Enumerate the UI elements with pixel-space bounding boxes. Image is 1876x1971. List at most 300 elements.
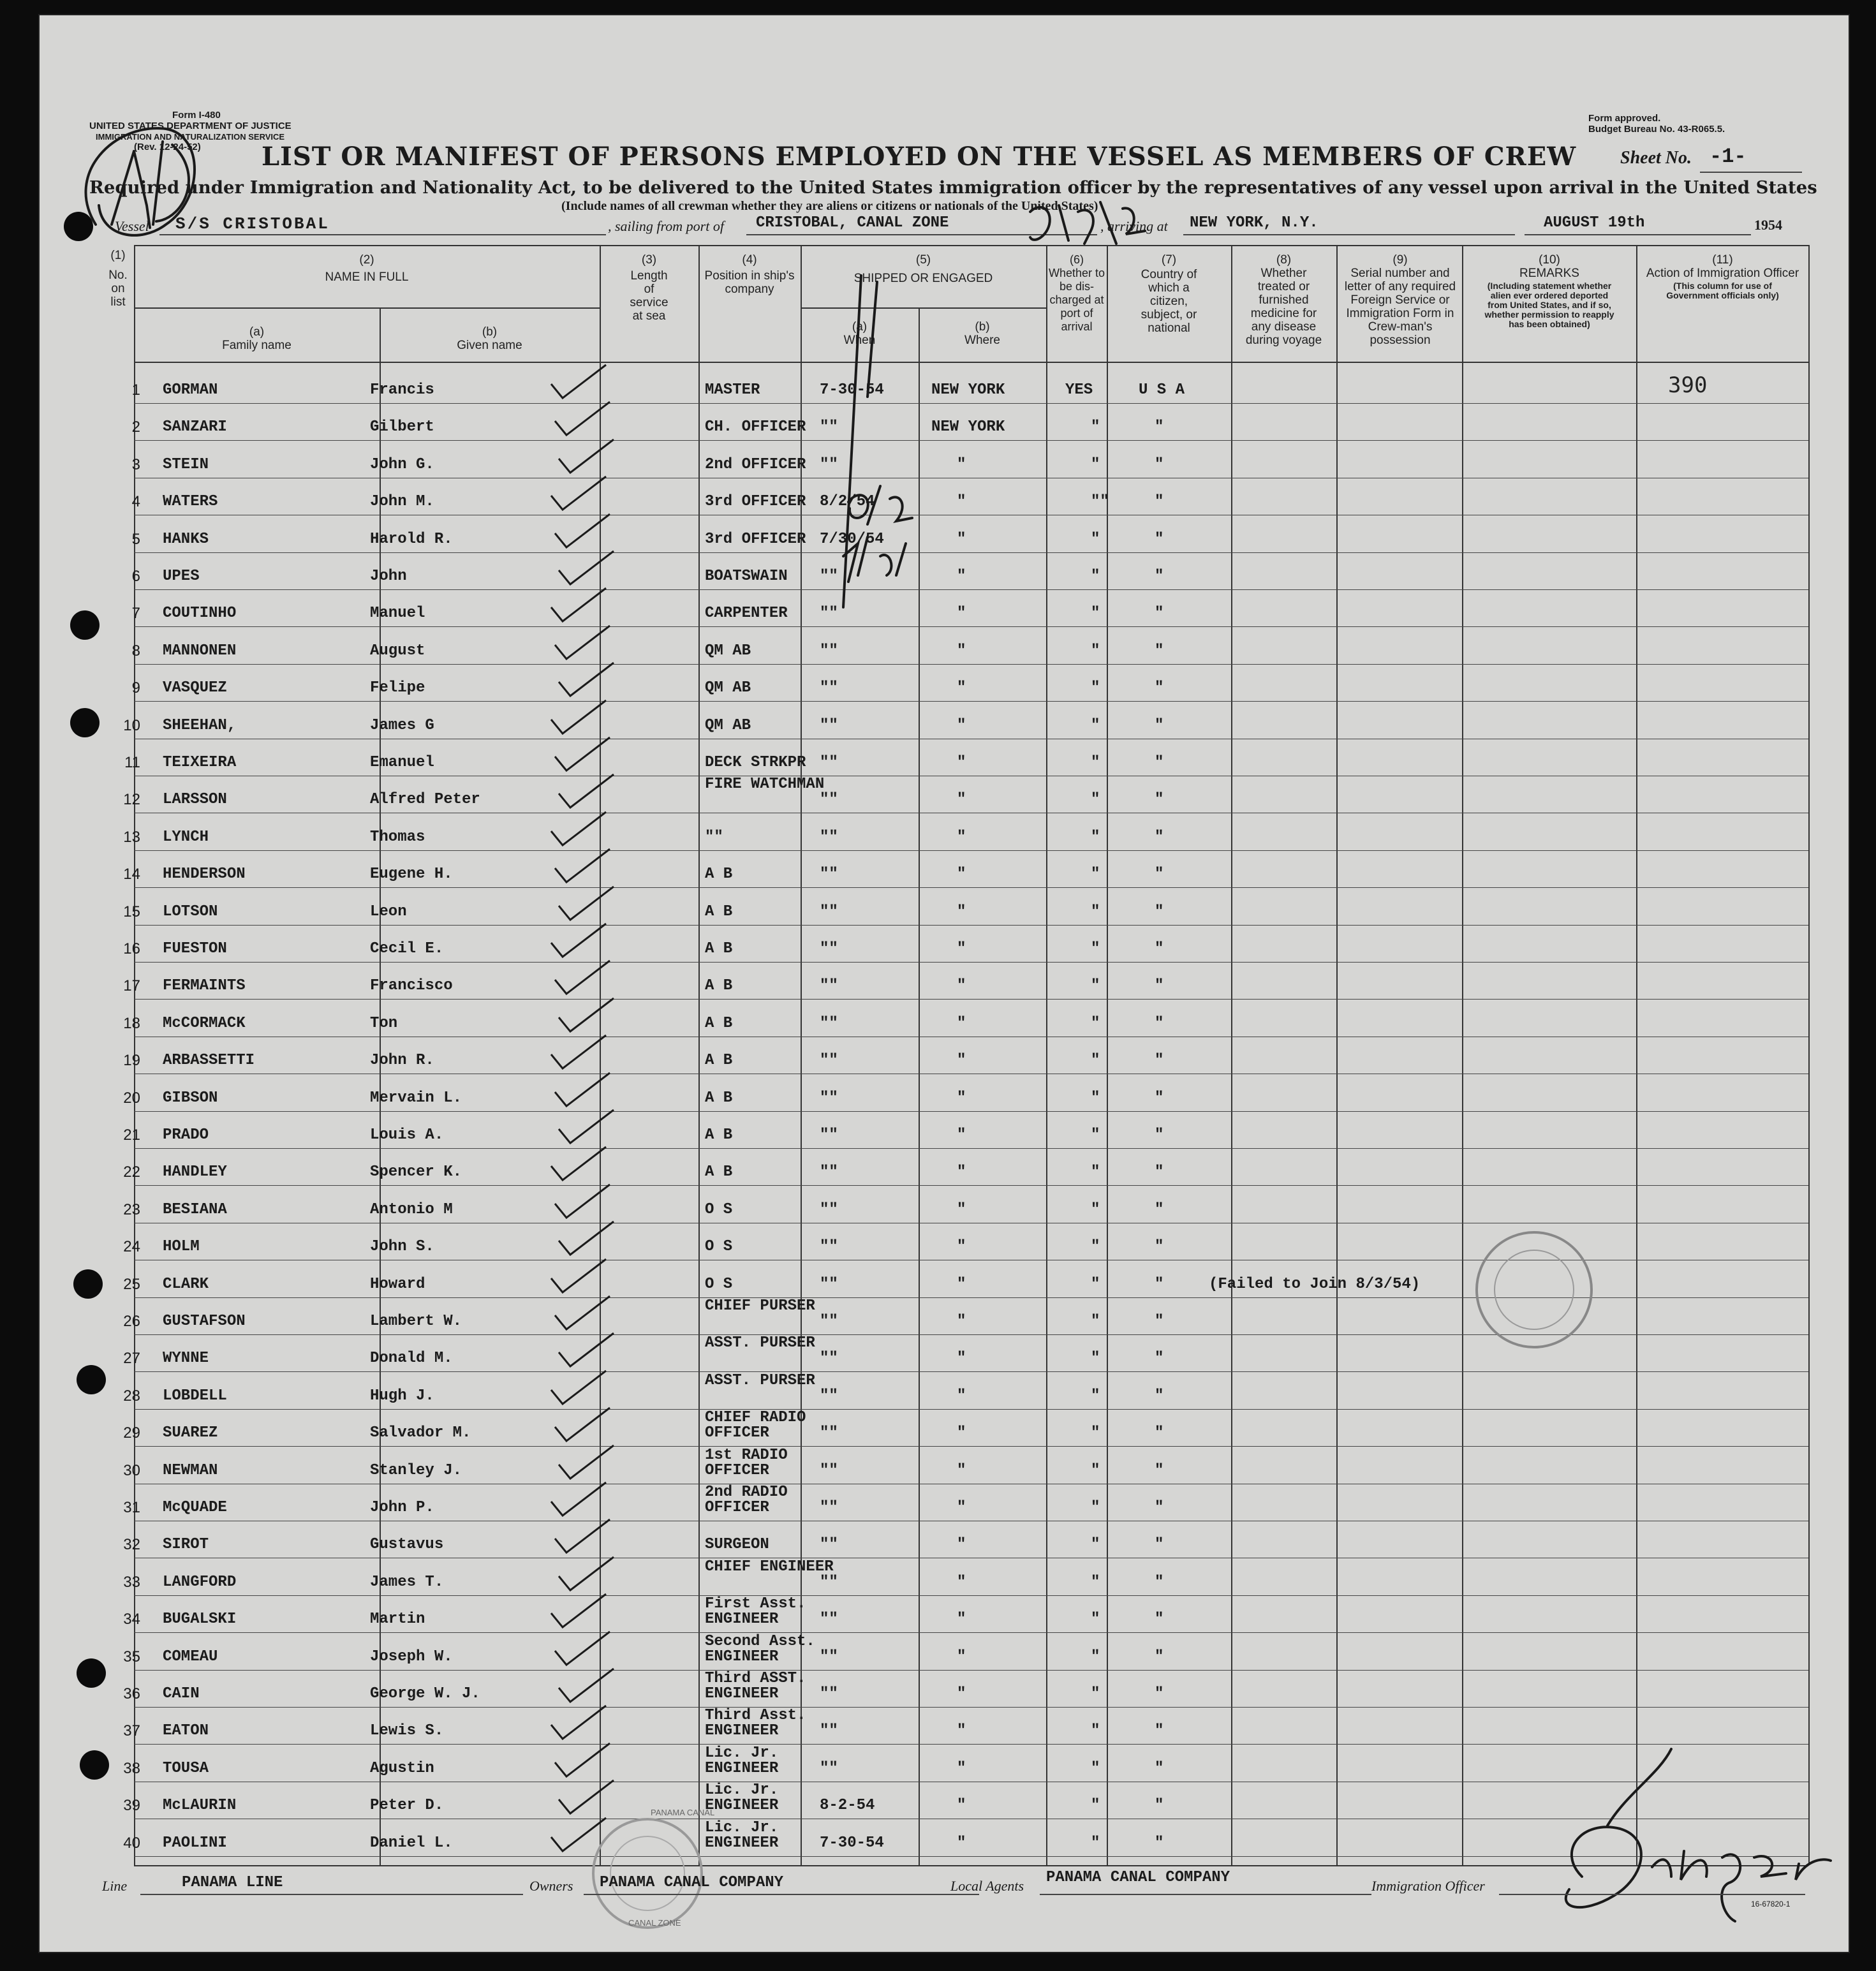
row-number: 37	[123, 1722, 140, 1740]
discharged: "	[1091, 1163, 1100, 1181]
given-name: Thomas	[370, 828, 425, 846]
country: "	[1155, 754, 1164, 771]
discharged: "	[1091, 1648, 1100, 1665]
position: Third Asst. ENGINEER	[705, 1707, 806, 1740]
position: A B	[705, 1089, 733, 1107]
given-name: Spencer K.	[370, 1163, 462, 1181]
country: "	[1155, 1648, 1164, 1665]
row-number: 28	[123, 1387, 140, 1405]
col5-header: (5) SHIPPED OR ENGAGED	[853, 253, 993, 285]
col3-header: (3) Length of service at sea	[630, 253, 668, 323]
position: ""	[705, 828, 723, 846]
line-label: Line	[102, 1878, 128, 1894]
discharged: "	[1091, 1611, 1100, 1628]
given-name: John	[370, 568, 407, 585]
country: "	[1155, 1014, 1164, 1032]
position: Lic. Jr. ENGINEER	[705, 1782, 779, 1815]
given-name: Mervain L.	[370, 1089, 462, 1107]
shipped-where: "	[957, 530, 966, 548]
family-name: HANKS	[163, 530, 209, 548]
position: O S	[705, 1238, 733, 1256]
shipped-where: "	[957, 1200, 966, 1218]
shipped-where: "	[957, 1536, 966, 1554]
family-name: GORMAN	[163, 381, 218, 399]
country: "	[1155, 866, 1164, 883]
given-name: Donald M.	[370, 1350, 453, 1368]
subtitle: Required under Immigration and Nationality Act, to be delivered to the United States immigration officer by the representatives of any vessel upon arrival in the United States	[89, 177, 1817, 198]
country: "	[1155, 568, 1164, 585]
shipped-where: NEW YORK	[931, 381, 1005, 399]
given-name: Joseph W.	[370, 1648, 453, 1665]
family-name: HOLM	[163, 1238, 200, 1256]
row-number: 35	[123, 1648, 140, 1665]
shipped-when: ""	[820, 455, 838, 473]
country: "	[1155, 1163, 1164, 1181]
discharged: "	[1091, 1350, 1100, 1368]
position: A B	[705, 866, 733, 883]
discharged: "	[1091, 716, 1100, 734]
given-name: Agustin	[370, 1759, 434, 1777]
row-number: 25	[123, 1275, 140, 1293]
col7-header: (7) Country of which a citizen, subject, or national	[1141, 253, 1197, 335]
family-name: LARSSON	[163, 791, 227, 809]
shipped-when: ""	[820, 1461, 838, 1479]
col2-header: (2) NAME IN FULL	[325, 253, 409, 284]
sailing-label: , sailing from port of	[608, 218, 724, 234]
family-name: WATERS	[163, 493, 218, 511]
discharged: "	[1091, 1461, 1100, 1479]
col9-header: (9) Serial number and letter of any required Foreign Service or Immigration Form in Crew-man's possession	[1344, 253, 1456, 347]
family-name: FERMAINTS	[163, 977, 246, 995]
given-name: Lewis S.	[370, 1722, 444, 1740]
shipped-when: ""	[820, 1499, 838, 1516]
arriving-label: , arriving at	[1100, 218, 1168, 234]
discharged: "	[1091, 679, 1100, 697]
given-name: Harold R.	[370, 530, 453, 548]
row-number: 13	[123, 828, 140, 846]
country: "	[1155, 1387, 1164, 1405]
country: "	[1155, 1499, 1164, 1516]
shipped-where: "	[957, 1573, 966, 1591]
given-name: Daniel L.	[370, 1834, 453, 1852]
position: A B	[705, 1126, 733, 1144]
col2b-header: (b) Given name	[457, 325, 522, 352]
discharged: "	[1091, 1052, 1100, 1070]
row-number: 5	[131, 530, 140, 548]
country: "	[1155, 1350, 1164, 1368]
given-name: Leon	[370, 903, 407, 920]
given-name: Salvador M.	[370, 1424, 471, 1442]
stamp-text: CANAL ZONE	[628, 1918, 681, 1928]
country: "	[1155, 1536, 1164, 1554]
shipped-when: ""	[820, 568, 838, 585]
given-name: James G	[370, 716, 434, 734]
discharged: "	[1091, 1313, 1100, 1330]
shipped-when: ""	[820, 1014, 838, 1032]
country: "	[1155, 1313, 1164, 1330]
discharged: "	[1091, 1722, 1100, 1740]
position: First Asst. ENGINEER	[705, 1595, 806, 1628]
position: Third ASST. ENGINEER	[705, 1670, 806, 1702]
discharged: "	[1091, 1834, 1100, 1852]
shipped-when: ""	[820, 1275, 838, 1293]
given-name: John R.	[370, 1052, 434, 1070]
shipped-when: ""	[820, 1200, 838, 1218]
row-number: 16	[123, 940, 140, 957]
family-name: FUESTON	[163, 940, 227, 957]
col11-header: (11) Action of Immigration Officer (This column for use of Government officials only)	[1646, 253, 1799, 300]
shipped-where: "	[957, 903, 966, 920]
row-number: 32	[123, 1536, 140, 1554]
discharged: "	[1091, 1759, 1100, 1777]
position: 3rd OFFICER	[705, 530, 806, 548]
position: 2nd RADIO OFFICER	[705, 1484, 788, 1516]
country: "	[1155, 903, 1164, 920]
port-from: CRISTOBAL, CANAL ZONE	[756, 214, 949, 232]
position: CHIEF PURSER	[705, 1297, 815, 1315]
discharged: ""	[1091, 493, 1109, 511]
position: QM AB	[705, 679, 751, 697]
discharged: "	[1091, 977, 1100, 995]
family-name: VASQUEZ	[163, 679, 227, 697]
position: MASTER	[705, 381, 760, 399]
given-name: Emanuel	[370, 754, 434, 771]
sheet-number-label: Sheet No.	[1620, 148, 1692, 168]
discharged: "	[1091, 418, 1100, 436]
family-name: LOTSON	[163, 903, 218, 920]
country: "	[1155, 1759, 1164, 1777]
shipped-when: ""	[820, 1089, 838, 1107]
given-name: Francis	[370, 381, 434, 399]
family-name: UPES	[163, 568, 200, 585]
country: "	[1155, 1089, 1164, 1107]
shipped-where: "	[957, 977, 966, 995]
shipped-where: "	[957, 1648, 966, 1665]
position: A B	[705, 1014, 733, 1032]
family-name: ARBASSETTI	[163, 1052, 255, 1070]
shipped-when: ""	[820, 418, 838, 436]
given-name: Stanley J.	[370, 1461, 462, 1479]
row-number: 38	[123, 1759, 140, 1777]
print-code: 16-67820-1	[1751, 1900, 1791, 1908]
row-number: 20	[123, 1089, 140, 1107]
row-number: 24	[123, 1238, 140, 1256]
discharged: "	[1091, 1238, 1100, 1256]
position: ASST. PURSER	[705, 1334, 815, 1352]
family-name: SIROT	[163, 1536, 209, 1554]
row-number: 10	[123, 716, 140, 734]
row-number: 26	[123, 1313, 140, 1330]
budget-bureau: Budget Bureau No. 43-R065.5.	[1588, 124, 1725, 135]
shipped-where: "	[957, 1759, 966, 1777]
discharged: "	[1091, 1573, 1100, 1591]
given-name: John S.	[370, 1238, 434, 1256]
discharged: "	[1091, 1536, 1100, 1554]
shipped-when: ""	[820, 1238, 838, 1256]
given-name: Cecil E.	[370, 940, 444, 957]
country: "	[1155, 940, 1164, 957]
handwritten-marks	[38, 14, 1850, 1953]
family-name: McLAURIN	[163, 1797, 237, 1815]
shipped-when: ""	[820, 866, 838, 883]
family-name: LOBDELL	[163, 1387, 227, 1405]
given-name: Alfred Peter	[370, 791, 480, 809]
line-name: PANAMA LINE	[182, 1874, 283, 1891]
shipped-when: ""	[820, 716, 838, 734]
shipped-where: "	[957, 754, 966, 771]
country: "	[1155, 1052, 1164, 1070]
position: BOATSWAIN	[705, 568, 788, 585]
given-name: Peter D.	[370, 1797, 444, 1815]
row-number: 7	[131, 605, 140, 623]
family-name: COUTINHO	[163, 605, 237, 623]
shipped-where: "	[957, 1275, 966, 1293]
shipped-when: ""	[820, 791, 838, 809]
agents-label: Local Agents	[950, 1878, 1024, 1894]
shipped-when: ""	[820, 754, 838, 771]
shipped-when: ""	[820, 828, 838, 846]
given-name: Hugh J.	[370, 1387, 434, 1405]
shipped-where: "	[957, 716, 966, 734]
shipped-when: 8-2-54	[820, 1797, 875, 1815]
given-name: James T.	[370, 1573, 444, 1591]
shipped-when: ""	[820, 1052, 838, 1070]
discharged: "	[1091, 1275, 1100, 1293]
shipped-where: "	[957, 455, 966, 473]
row-number: 36	[123, 1685, 140, 1702]
vessel-label: Vessel	[115, 218, 149, 234]
shipped-when: ""	[820, 1126, 838, 1144]
family-name: McQUADE	[163, 1499, 227, 1516]
position: A B	[705, 1052, 733, 1070]
position: SURGEON	[705, 1536, 769, 1554]
discharged: "	[1091, 754, 1100, 771]
row-number: 4	[131, 493, 140, 511]
country: "	[1155, 1611, 1164, 1628]
shipped-when: ""	[820, 940, 838, 957]
given-name: Felipe	[370, 679, 425, 697]
given-name: Francisco	[370, 977, 453, 995]
discharged: "	[1091, 605, 1100, 623]
country: "	[1155, 1685, 1164, 1702]
given-name: Manuel	[370, 605, 425, 623]
country: "	[1155, 1797, 1164, 1815]
row-number: 17	[123, 977, 140, 995]
shipped-where: "	[957, 605, 966, 623]
given-name: Eugene H.	[370, 866, 453, 883]
row-number: 9	[131, 679, 140, 697]
position: A B	[705, 1163, 733, 1181]
position: QM AB	[705, 716, 751, 734]
position: QM AB	[705, 642, 751, 660]
discharged: "	[1091, 568, 1100, 585]
shipped-where: "	[957, 1163, 966, 1181]
discharged: "	[1091, 1200, 1100, 1218]
position: Lic. Jr. ENGINEER	[705, 1744, 779, 1777]
row-number: 21	[123, 1126, 140, 1144]
family-name: CLARK	[163, 1275, 209, 1293]
family-name: STEIN	[163, 455, 209, 473]
col10-header: (10) REMARKS (Including statement whether alien ever ordered deported from United States, and if so, whether permission to reapply has been obtained)	[1484, 253, 1614, 329]
row-number: 6	[131, 568, 140, 585]
discharged: "	[1091, 791, 1100, 809]
given-name: Lambert W.	[370, 1313, 462, 1330]
position: 2nd OFFICER	[705, 455, 806, 473]
shipped-where: "	[957, 1722, 966, 1740]
family-name: TEIXEIRA	[163, 754, 237, 771]
position: A B	[705, 903, 733, 920]
shipped-where: "	[957, 1834, 966, 1852]
family-name: HANDLEY	[163, 1163, 227, 1181]
country: "	[1155, 455, 1164, 473]
family-name: LYNCH	[163, 828, 209, 846]
family-name: SHEEHAN,	[163, 716, 237, 734]
department-name: UNITED STATES DEPARTMENT OF JUSTICE	[89, 121, 292, 131]
country: "	[1155, 1424, 1164, 1442]
row-number: 27	[123, 1350, 140, 1368]
family-name: BUGALSKI	[163, 1611, 237, 1628]
shipped-where: "	[957, 828, 966, 846]
shipped-where: "	[957, 1461, 966, 1479]
position: O S	[705, 1275, 733, 1293]
discharged: "	[1091, 1014, 1100, 1032]
row-number: 23	[123, 1200, 140, 1218]
col2a-header: (a) Family name	[222, 325, 292, 352]
shipped-when: ""	[820, 1685, 838, 1702]
family-name: BESIANA	[163, 1200, 227, 1218]
shipped-where: "	[957, 1238, 966, 1256]
shipped-when: ""	[820, 1424, 838, 1442]
family-name: SUAREZ	[163, 1424, 218, 1442]
shipped-where: "	[957, 1014, 966, 1032]
position: A B	[705, 940, 733, 957]
country: "	[1155, 977, 1164, 995]
discharged: "	[1091, 903, 1100, 920]
country: "	[1155, 605, 1164, 623]
shipped-when: ""	[820, 642, 838, 660]
family-name: MANNONEN	[163, 642, 237, 660]
country: "	[1155, 530, 1164, 548]
manifest-sheet	[38, 14, 1850, 1953]
officer-label: Immigration Officer	[1371, 1878, 1485, 1894]
row-number: 15	[123, 903, 140, 920]
discharged: "	[1091, 940, 1100, 957]
family-name: McCORMACK	[163, 1014, 246, 1032]
row-number: 31	[123, 1499, 140, 1516]
discharged: "	[1091, 1499, 1100, 1516]
family-name: HENDERSON	[163, 866, 246, 883]
shipped-where: "	[957, 568, 966, 585]
row-number: 19	[123, 1052, 140, 1070]
shipped-where: "	[957, 1350, 966, 1368]
sheet-number: -1-	[1710, 145, 1747, 168]
given-name: Ton	[370, 1014, 398, 1032]
given-name: Louis A.	[370, 1126, 444, 1144]
shipped-when: ""	[820, 1648, 838, 1665]
given-name: Gilbert	[370, 418, 434, 436]
shipped-when: ""	[820, 1759, 838, 1777]
form-approved: Form approved.	[1588, 113, 1661, 124]
position: ASST. PURSER	[705, 1371, 815, 1389]
arrival-year: 1954	[1754, 217, 1782, 233]
position: FIRE WATCHMAN	[705, 776, 825, 794]
given-name: George W. J.	[370, 1685, 480, 1702]
family-name: PRADO	[163, 1126, 209, 1144]
shipped-when: ""	[820, 1573, 838, 1591]
family-name: NEWMAN	[163, 1461, 218, 1479]
port-to: NEW YORK, N.Y.	[1190, 214, 1318, 232]
given-name: Gustavus	[370, 1536, 444, 1554]
shipped-when: ""	[820, 605, 838, 623]
shipped-where: "	[957, 1313, 966, 1330]
given-name: Martin	[370, 1611, 425, 1628]
shipped-where: NEW YORK	[931, 418, 1005, 436]
shipped-where: "	[957, 940, 966, 957]
subtitle-note: (Include names of all crewman whether they are aliens or citizens or nationals of the United States)	[561, 199, 1098, 213]
row-number: 34	[123, 1611, 140, 1628]
family-name: CAIN	[163, 1685, 200, 1702]
page-title: LIST OR MANIFEST OF PERSONS EMPLOYED ON THE VESSEL AS MEMBERS OF CREW	[262, 142, 1577, 172]
vessel-name: S/S CRISTOBAL	[175, 214, 330, 233]
family-name: LANGFORD	[163, 1573, 237, 1591]
stamp-text: PANAMA CANAL	[651, 1808, 715, 1817]
country: "	[1155, 716, 1164, 734]
row-number: 8	[131, 642, 140, 660]
shipped-when: ""	[820, 1387, 838, 1405]
row-number: 33	[123, 1573, 140, 1591]
shipped-when: 8/2/54	[820, 493, 875, 511]
discharged: YES	[1065, 381, 1093, 399]
discharged: "	[1091, 455, 1100, 473]
country: "	[1155, 493, 1164, 511]
shipped-where: "	[957, 1499, 966, 1516]
row-number: 12	[123, 791, 140, 809]
country: "	[1155, 1461, 1164, 1479]
discharged: "	[1091, 1089, 1100, 1107]
arrival-date: AUGUST 19th	[1544, 214, 1645, 232]
shipped-when: 7/30/54	[820, 530, 884, 548]
row-number: 14	[123, 866, 140, 883]
shipped-where: "	[957, 1387, 966, 1405]
discharged: "	[1091, 1685, 1100, 1702]
shipped-where: "	[957, 1424, 966, 1442]
form-number: Form I-480	[172, 110, 221, 121]
row-number: 1	[131, 381, 140, 399]
country: "	[1155, 642, 1164, 660]
position: Lic. Jr. ENGINEER	[705, 1819, 779, 1852]
service-name: IMMIGRATION AND NATURALIZATION SERVICE	[96, 132, 285, 142]
country: "	[1155, 1834, 1164, 1852]
family-name: SANZARI	[163, 418, 227, 436]
row-number: 30	[123, 1461, 140, 1479]
given-name: Antonio M	[370, 1200, 453, 1218]
family-name: WYNNE	[163, 1350, 209, 1368]
given-name: John M.	[370, 493, 434, 511]
row-number: 39	[123, 1797, 140, 1815]
position: DECK STRKPR	[705, 754, 806, 771]
discharged: "	[1091, 1387, 1100, 1405]
col1-header: (1) No. on list	[108, 249, 128, 309]
country: "	[1155, 1275, 1164, 1293]
shipped-where: "	[957, 1797, 966, 1815]
row-number: 3	[131, 455, 140, 473]
shipped-where: "	[957, 1089, 966, 1107]
shipped-when: ""	[820, 1722, 838, 1740]
shipped-when: 7-30-54	[820, 381, 884, 399]
col6-header: (6) Whether to be dis-charged at port of arrival	[1048, 253, 1105, 333]
row-number: 22	[123, 1163, 140, 1181]
given-name: Howard	[370, 1275, 425, 1293]
